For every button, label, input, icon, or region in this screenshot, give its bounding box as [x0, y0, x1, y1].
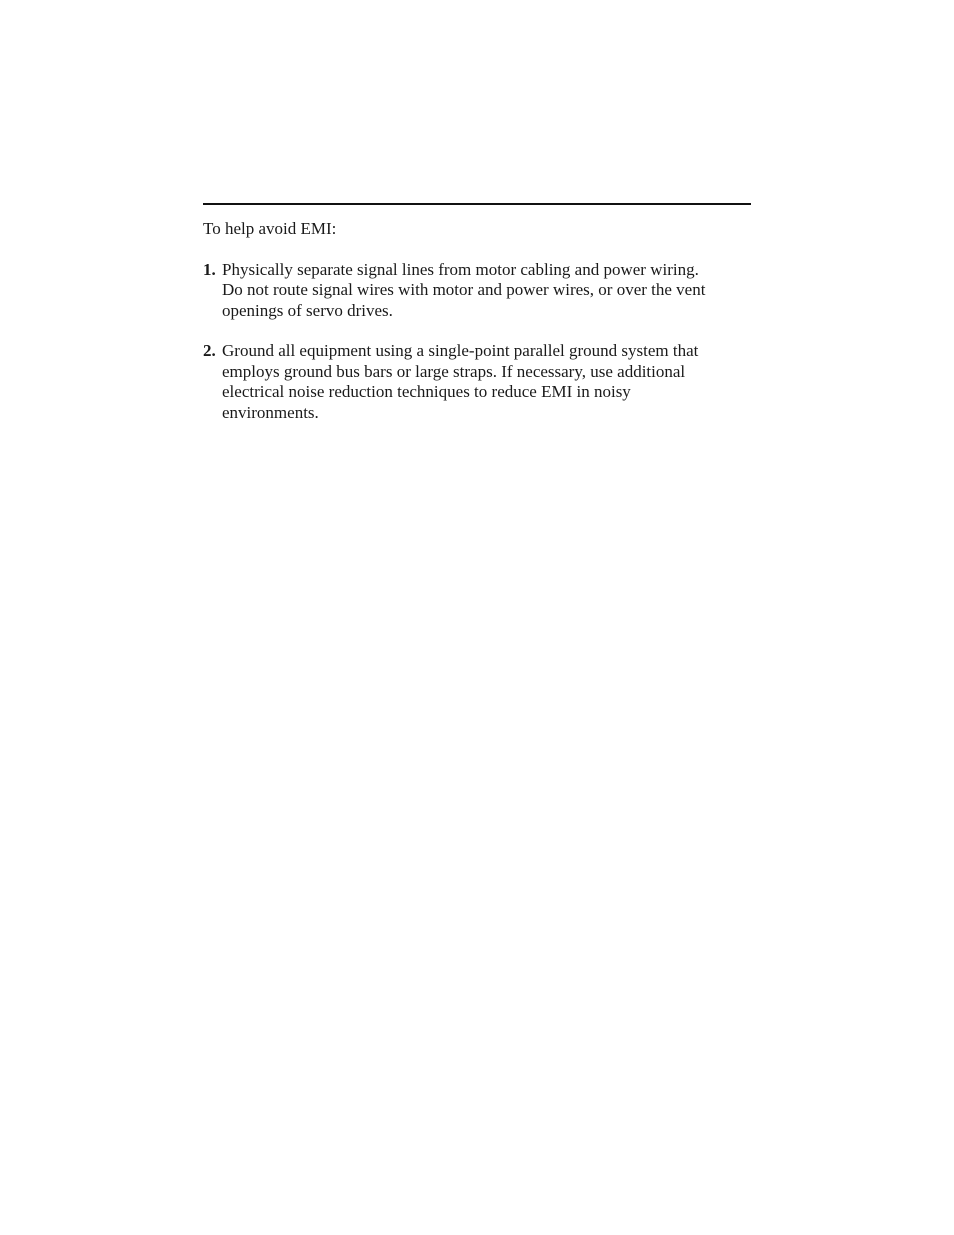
- step-line: employs ground bus bars or large straps. If necessary, use additional: [222, 361, 686, 381]
- intro-text: To help avoid EMI:: [203, 219, 337, 238]
- step-line: Ground all equipment using a single-point parallel ground system that: [222, 341, 699, 360]
- step-2: [203, 341, 763, 423]
- document-body: [203, 219, 763, 443]
- step-number: 2.: [203, 341, 216, 360]
- top-rule: [203, 203, 751, 205]
- step-line: Do not route signal wires with motor and power wires, or over the vent: [222, 280, 706, 299]
- step-text: [222, 260, 763, 322]
- step-number: 1.: [203, 259, 216, 279]
- step-text: [222, 341, 763, 423]
- step-line: Physically separate signal lines from motor cabling and power wiring.: [222, 259, 699, 279]
- step-line: openings of servo drives.: [222, 300, 393, 320]
- step-line: environments.: [222, 402, 319, 422]
- step-1: [203, 260, 763, 322]
- step-line: electrical noise reduction techniques to reduce EMI in noisy: [222, 382, 631, 401]
